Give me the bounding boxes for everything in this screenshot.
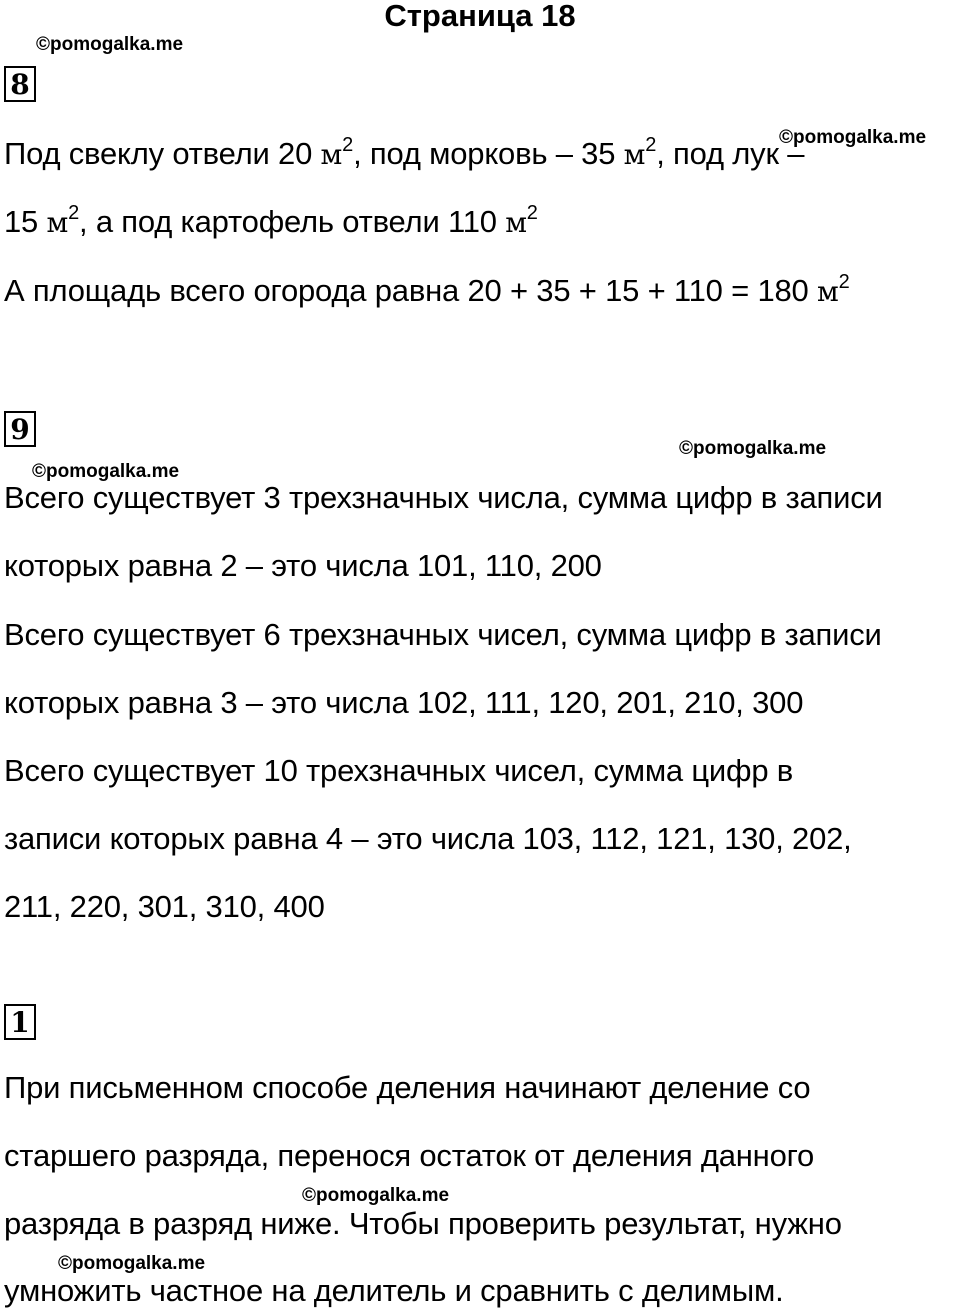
task-8-line-2 — [4, 202, 538, 243]
task-9-line: которых равна 2 – это числа 101, 110, 200 — [4, 548, 602, 583]
unit-meter: м — [816, 275, 839, 308]
watermark: ©pomogalka.me — [58, 1253, 206, 1274]
task-9-line: Всего существует 3 трехзначных числа, сумма цифр в записи — [4, 480, 883, 515]
watermark: ©pomogalka.me — [679, 438, 827, 459]
task-1-line: разряда в разряд ниже. Чтобы проверить результат, нужно — [4, 1206, 842, 1241]
task-9-line: записи которых равна 4 – это числа 103, 112, 121, 130, 202, — [4, 821, 852, 856]
text-segment: , под лук – — [656, 136, 805, 171]
text-segment: Под свеклу отвели 20 — [4, 136, 321, 171]
task-9-line: Всего существует 10 трехзначных чисел, сумма цифр в — [4, 753, 794, 788]
task-9-line: Всего существует 6 трехзначных чисел, сумма цифр в записи — [4, 617, 882, 652]
task-8-line-3 — [4, 271, 850, 312]
exponent: 2 — [68, 201, 80, 224]
watermark: ©pomogalka.me — [36, 34, 184, 55]
task-number-8: 8 — [4, 66, 36, 102]
watermark: ©pomogalka.me — [779, 127, 927, 148]
task-1-line: умножить частное на делитель и сравнить с делимым. — [4, 1273, 784, 1308]
text-segment: А площадь всего огорода равна 20 + 35 + 15 + 110 = 180 — [4, 273, 817, 308]
unit-meter: м — [505, 206, 527, 239]
task-9-line: которых равна 3 – это числа 102, 111, 120, 201, 210, 300 — [4, 685, 804, 720]
unit-meter: м — [46, 206, 69, 239]
text-segment: , под морковь – 35 — [353, 136, 624, 171]
exponent: 2 — [526, 201, 538, 224]
text-segment: , а под картофель отвели 110 — [79, 204, 506, 239]
watermark: ©pomogalka.me — [302, 1185, 450, 1206]
exponent: 2 — [342, 133, 354, 156]
task-number-1: 1 — [4, 1004, 36, 1040]
task-1-line: При письменном способе деления начинают деление со — [4, 1070, 811, 1105]
task-8-line-1 — [4, 134, 804, 175]
task-9-line: 211, 220, 301, 310, 400 — [4, 889, 325, 924]
page-title: Страница 18 — [384, 0, 576, 33]
task-1-line: старшего разряда, перенося остаток от деления данного — [4, 1138, 815, 1173]
task-number-9: 9 — [4, 411, 36, 447]
text-segment: 15 — [4, 204, 47, 239]
unit-meter: м — [623, 138, 646, 171]
exponent: 2 — [645, 133, 657, 156]
watermark: ©pomogalka.me — [32, 461, 180, 482]
unit-meter: м — [320, 138, 343, 171]
exponent: 2 — [838, 270, 850, 293]
